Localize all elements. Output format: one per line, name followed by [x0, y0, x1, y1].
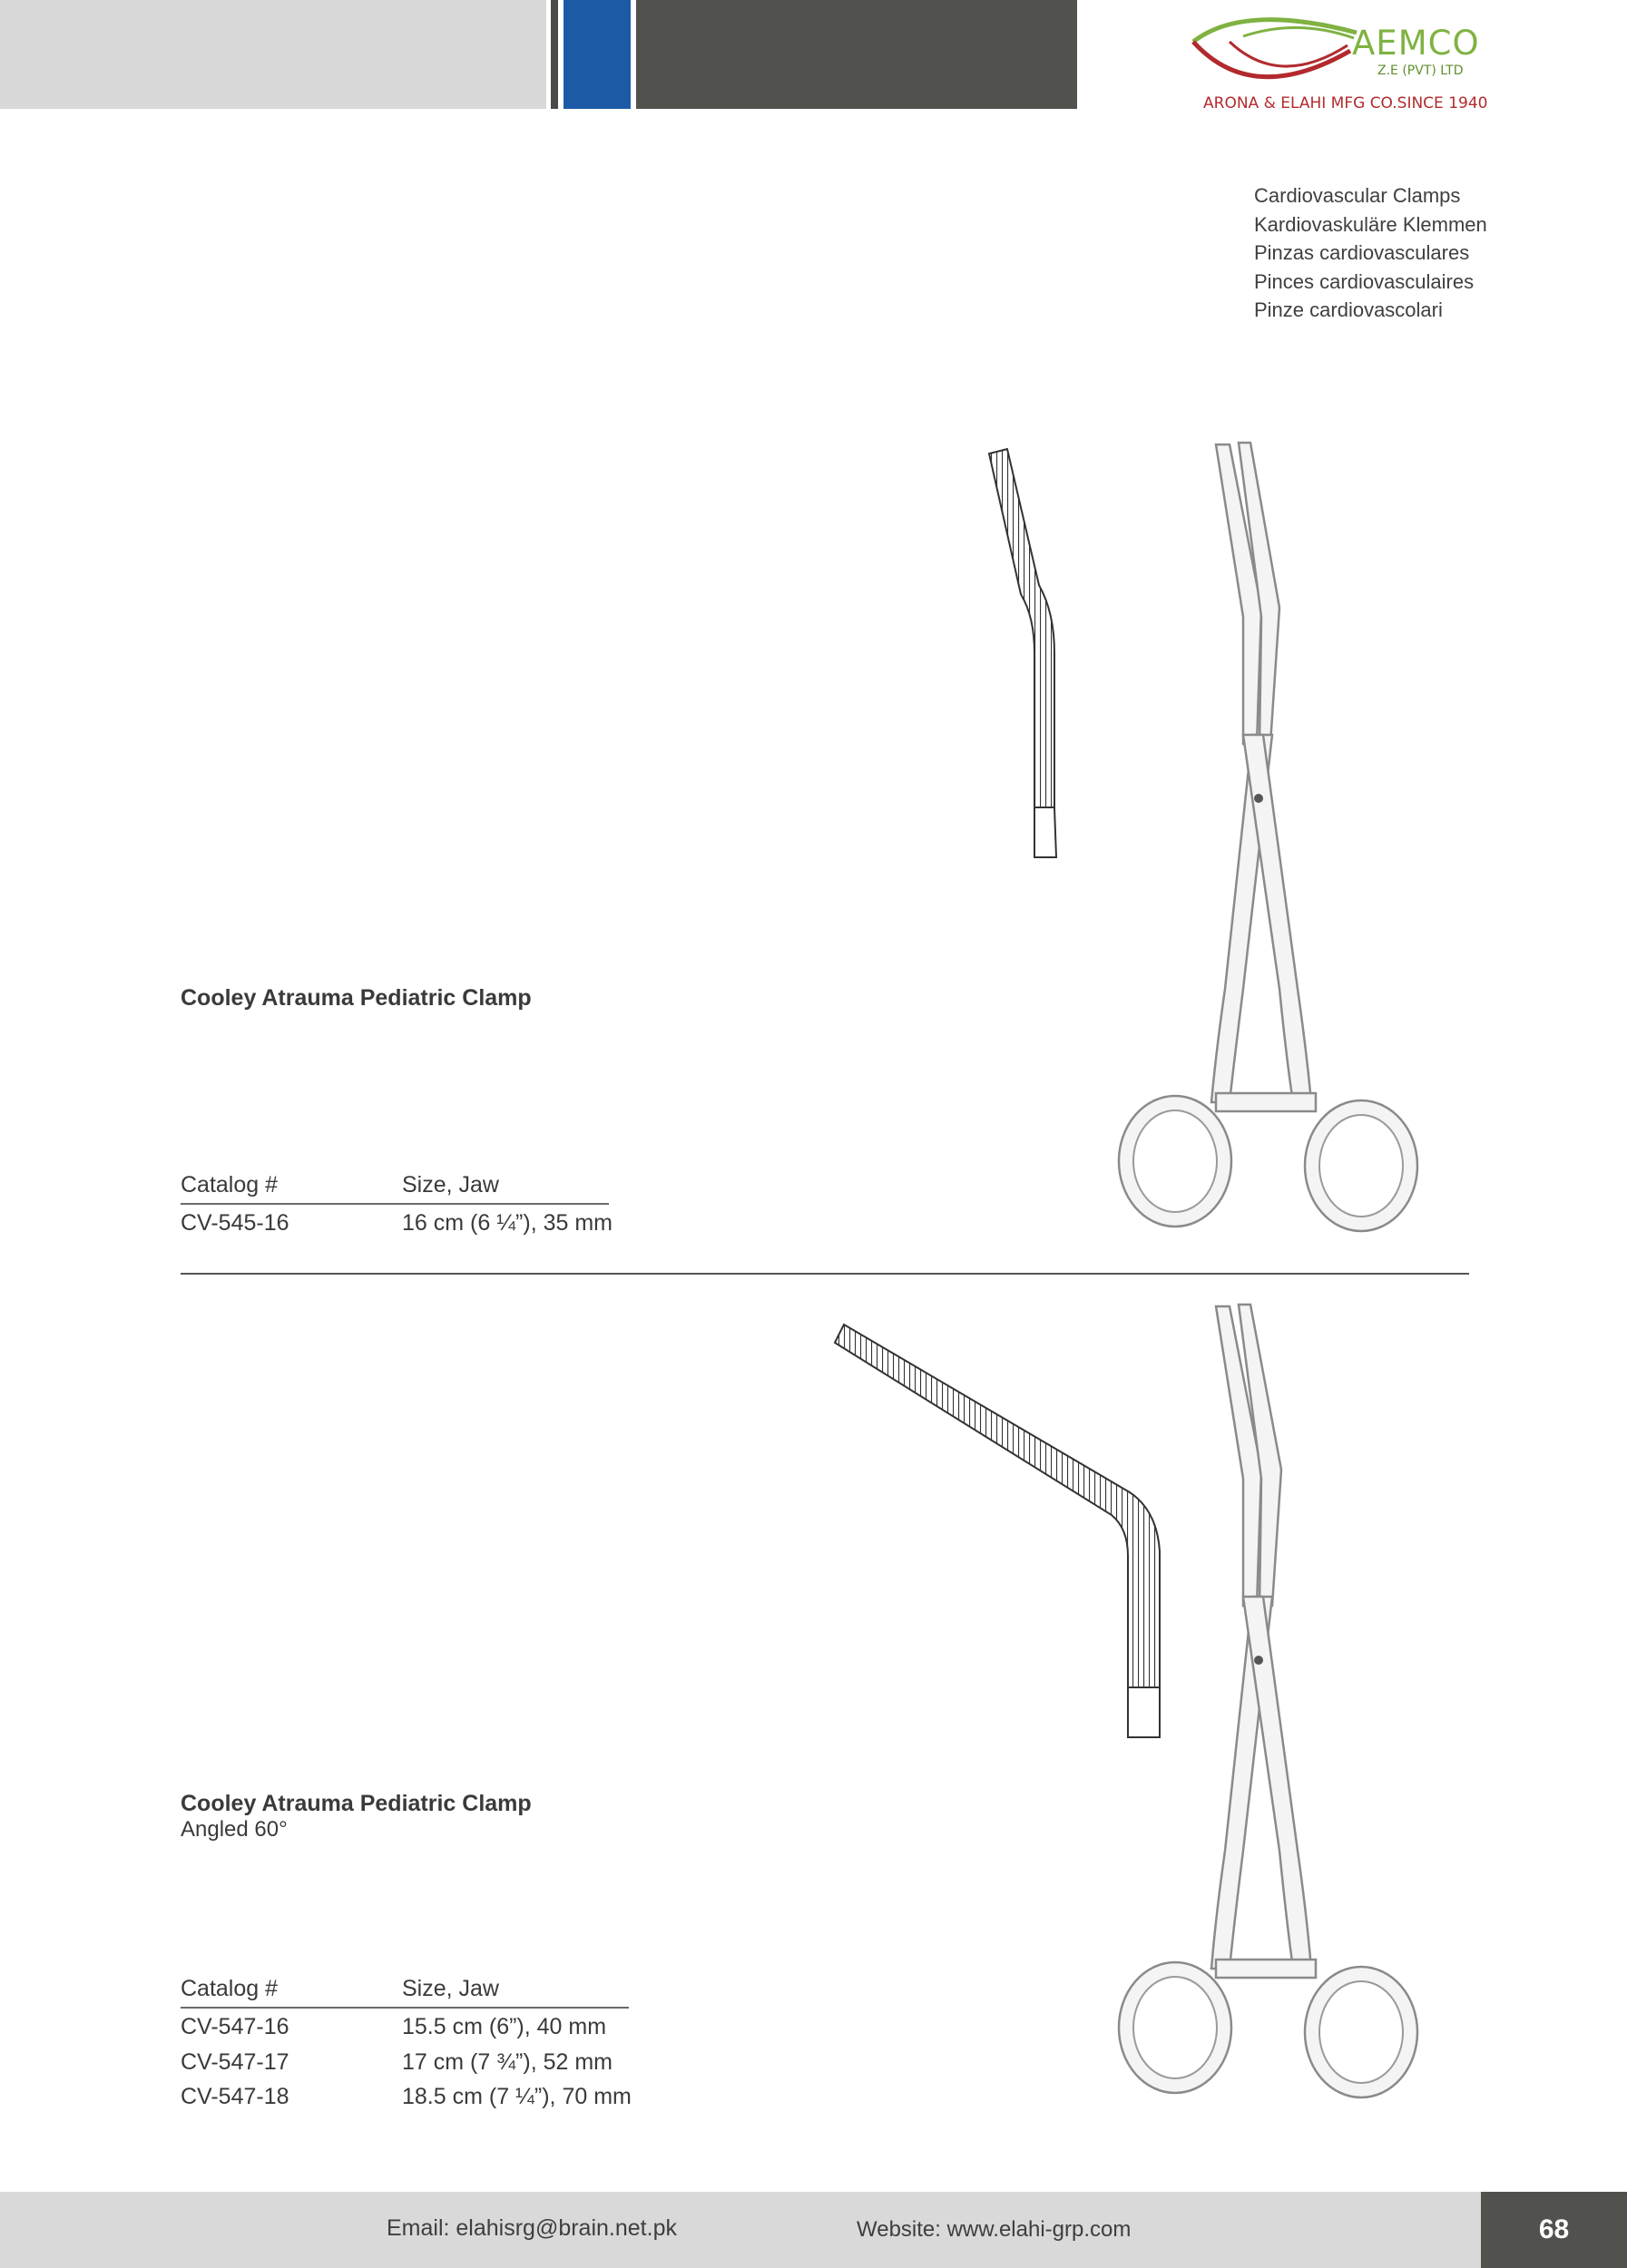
catalog-number: CV-545-16 [181, 1210, 289, 1236]
category-de: Kardiovaskuläre Klemmen [1254, 212, 1487, 236]
size-jaw: 18.5 cm (7 ¼”), 70 mm [402, 2084, 632, 2109]
header-bar-blue [564, 0, 631, 109]
leaf-logo-icon [1189, 7, 1370, 93]
clamp-illustration [817, 426, 1506, 1243]
table-row [181, 2049, 634, 2085]
footer-website[interactable]: Website: www.elahi-grp.com [857, 2217, 1132, 2242]
catalog-number: CV-547-18 [181, 2084, 289, 2109]
table-row [181, 2014, 634, 2049]
logo-name: AEMCO [1352, 24, 1480, 63]
category-list [1254, 181, 1487, 325]
logo-tagline: ARONA & ELAHI MFG CO.SINCE 1940 [1203, 94, 1488, 112]
category-it: Pinze cardiovascolari [1254, 298, 1443, 321]
size-jaw: 16 cm (6 ¼”), 35 mm [402, 1210, 613, 1236]
catalog-header: Catalog # [181, 1976, 279, 2001]
product-title: Cooley Atrauma Pediatric Clamp [181, 985, 532, 1011]
spec-table [181, 1976, 634, 2119]
size-jaw: 17 cm (7 ¾”), 52 mm [402, 2048, 613, 2075]
header-bar-thin [551, 0, 558, 109]
catalog-header: Catalog # [181, 1172, 279, 1198]
header-bar-light [0, 0, 546, 109]
category-fr: Pinces cardiovasculaires [1254, 269, 1475, 293]
header-rule [181, 2007, 629, 2009]
spec-table [181, 1172, 616, 1246]
product-title: Cooley Atrauma Pediatric Clamp [181, 1791, 532, 1816]
size-jaw: 15.5 cm (6”), 40 mm [402, 2014, 607, 2039]
product-subtitle: Angled 60° [181, 1817, 288, 1842]
section-divider [181, 1273, 1469, 1275]
header-rule [181, 1203, 609, 1205]
logo-subtitle: Z.E (PVT) LTD [1377, 64, 1464, 78]
catalog-number: CV-547-17 [181, 2048, 289, 2075]
catalog-number: CV-547-16 [181, 2014, 289, 2039]
clamp-illustration-angled [817, 1297, 1506, 2114]
category-es: Pinzas cardiovasculares [1254, 241, 1470, 264]
category-en: Cardiovascular Clamps [1254, 184, 1461, 207]
footer-email[interactable]: Email: elahisrg@brain.net.pk [387, 2215, 677, 2241]
page-number: 68 [1481, 2192, 1627, 2268]
header-bar-dark [636, 0, 1077, 109]
table-row [181, 2084, 634, 2119]
company-logo [1189, 7, 1506, 116]
table-row [181, 1210, 616, 1246]
size-header: Size, Jaw [402, 1172, 499, 1198]
size-header: Size, Jaw [402, 1976, 499, 2001]
footer-bar [0, 2192, 1627, 2268]
